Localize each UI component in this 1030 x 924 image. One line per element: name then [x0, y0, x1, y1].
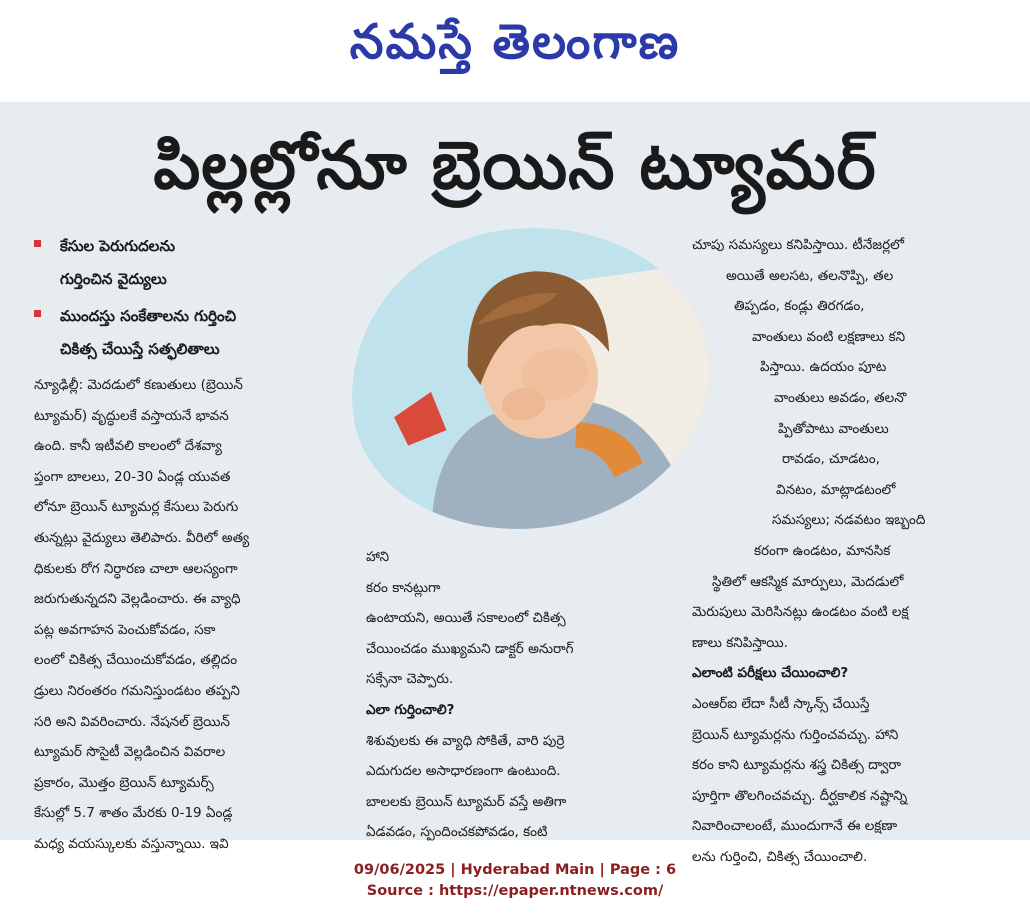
- newspaper-logo: నమస్తే తెలంగాణ: [349, 14, 681, 70]
- article-photo: [331, 204, 729, 551]
- page-footer: [0, 860, 1030, 902]
- text-line: చేయించడం ముఖ్యమని డాక్టర్ అనురాగ్: [366, 640, 574, 657]
- highlight-bullets: [30, 230, 330, 370]
- text-line: నివారించాలంటే, ముందుగానే ఈ లక్షణా: [692, 818, 898, 835]
- text-line: జరుగుతున్నదని వెల్లడించారు. ఈ వ్యాధి: [34, 591, 241, 608]
- article: [0, 102, 1030, 865]
- subheading: ఎలా గుర్తించాలి?: [366, 701, 455, 718]
- text-line: శిశువులకు ఈ వ్యాధి సోకితే, వారి పుర్రె: [366, 732, 565, 749]
- bullet-line: ముందస్తు సంకేతాలను గుర్తించి: [60, 307, 237, 325]
- text-line: ఎదుగుదల అసాధారణంగా ఉంటుంది.: [366, 763, 561, 780]
- text-line: పిస్తాయి. ఉదయం పూట: [760, 359, 887, 376]
- text-line: బ్రెయిన్ ట్యూమర్లను గుర్తించవచ్చు. హాని: [692, 726, 899, 743]
- text-line: కరంగా ఉండటం, మానసిక: [754, 542, 891, 559]
- text-line: ఉంది. కానీ ఇటీవలి కాలంలో దేశవ్యా: [34, 438, 222, 455]
- text-line: ధికులకు రోగ నిర్ధారణ చాలా ఆలస్యంగా: [34, 560, 238, 577]
- text-line: హాని: [366, 549, 390, 565]
- edition-info: 09/06/2025 | Hyderabad Main | Page : 6: [353, 862, 677, 878]
- text-line: మెరుపులు మెరిసినట్లు ఉండటం వంటి లక్ష: [692, 604, 909, 621]
- text-line: వాంతులు వంటి లక్షణాలు కని: [752, 328, 906, 345]
- column-middle: [366, 542, 666, 848]
- text-line: ట్యూమర్) వృద్ధులకే వస్తాయనే భావన: [34, 407, 229, 424]
- text-line: ప్తంగా బాలలు, 20-30 ఏండ్ల యువత: [34, 468, 231, 485]
- text-line: పూర్తిగా తొలగించవచ్చు. దీర్ఘకాలిక నష్టాన్ని: [692, 787, 908, 804]
- text-line: చూపు సమస్యలు కనిపిస్తాయి. టీనేజర్లలో: [692, 237, 905, 253]
- text-line: లను గుర్తించి, చికిత్స చేయించాలి.: [692, 848, 868, 865]
- text-line: మధ్య వయస్కులకు వస్తున్నాయి. ఇవి: [34, 835, 229, 852]
- text-line: ట్యూమర్ సొసైటీ వెల్లడించిన వివరాల: [34, 744, 226, 761]
- text-line: పట్ల అవగాహన పెంచుకోవడం, సకా: [34, 621, 216, 638]
- text-line: న్యూఢిల్లీ: మెదడులో కణుతులు (బ్రెయిన్: [34, 377, 243, 393]
- masthead: [0, 0, 1030, 100]
- text-line: ప్రకారం, మొత్తం బ్రెయిన్ ట్యూమర్స్: [34, 774, 214, 791]
- text-line: బాలలకు బ్రెయిన్ ట్యూమర్ వస్తే అతిగా: [366, 793, 567, 810]
- text-line: కరం కానట్లుగా: [366, 579, 441, 596]
- text-line: అయితే అలసట, తలనొప్పి, తల: [726, 267, 894, 284]
- text-line: సక్సేనా చెప్పారు.: [366, 671, 454, 688]
- text-line: వాంతులు అవడం, తలనొ: [774, 389, 907, 406]
- column-right: [692, 230, 992, 872]
- bullet-square-icon: [34, 310, 41, 317]
- text-line: సమస్యలు; నడవటం ఇబ్బంది: [772, 512, 926, 529]
- text-line: తిప్పడం, కండ్లు తిరగడం,: [734, 298, 865, 315]
- text-line: రావడం, చూడటం,: [782, 451, 880, 468]
- bullet-item: [30, 230, 330, 296]
- text-line: లోనూ బ్రెయిన్ ట్యూమర్ల కేసులు పెరుగు: [34, 499, 239, 516]
- bullet-item: [30, 300, 330, 366]
- text-line: కేసుల్లో 5.7 శాతం మేరకు 0-19 ఏండ్ల: [34, 805, 233, 822]
- text-line: కరం కాని ట్యూమర్లను శస్త్ర చికిత్స ద్వారా: [692, 757, 902, 774]
- text-line: సరి అని వివరించారు. నేషనల్ బ్రెయిన్: [34, 713, 230, 730]
- text-line: స్థితిలో ఆకస్మిక మార్పులు, మెదడులో: [712, 573, 904, 590]
- bullet-square-icon: [34, 240, 41, 247]
- text-line: ణాలు కనిపిస్తాయి.: [692, 634, 788, 651]
- subheading: ఎలాంటి పరీక్షలు చేయించాలి?: [692, 665, 849, 682]
- bullet-line: కేసుల పెరుగుదలను: [60, 237, 176, 255]
- bullet-line: గుర్తించిన వైద్యులు: [60, 270, 167, 288]
- column-left: [34, 370, 330, 860]
- text-line: ఉంటాయని, అయితే సకాలంలో చికిత్స: [366, 610, 566, 627]
- child-headache-illustration: [331, 204, 729, 551]
- text-line: ప్పితోపాటు వాంతులు: [778, 420, 889, 437]
- text-line: ఎంఆర్ఐ లేదా సీటీ స్కాన్స్ చేయిస్తే: [692, 695, 870, 712]
- bullet-line: చికిత్స చేయిస్తే సత్ఫలితాలు: [60, 340, 220, 358]
- text-line: తున్నట్లు వైద్యులు తెలిపారు. వీరిలో అత్య: [34, 529, 250, 546]
- text-line: ఏడవడం, స్పందించకపోవడం, కంటి: [366, 824, 548, 841]
- text-line: వినటం, మాట్లాడటంలో: [776, 481, 896, 498]
- headline: పిల్లల్లోనూ బ్రెయిన్ ట్యూమర్: [153, 127, 877, 204]
- text-line: లంలో చికిత్స చేయించుకోవడం, తల్లిదం: [34, 652, 238, 669]
- text-line: డ్రులు నిరంతరం గమనిస్తుండటం తప్పని: [34, 682, 240, 699]
- source-link[interactable]: Source : https://epaper.ntnews.com/: [366, 883, 664, 899]
